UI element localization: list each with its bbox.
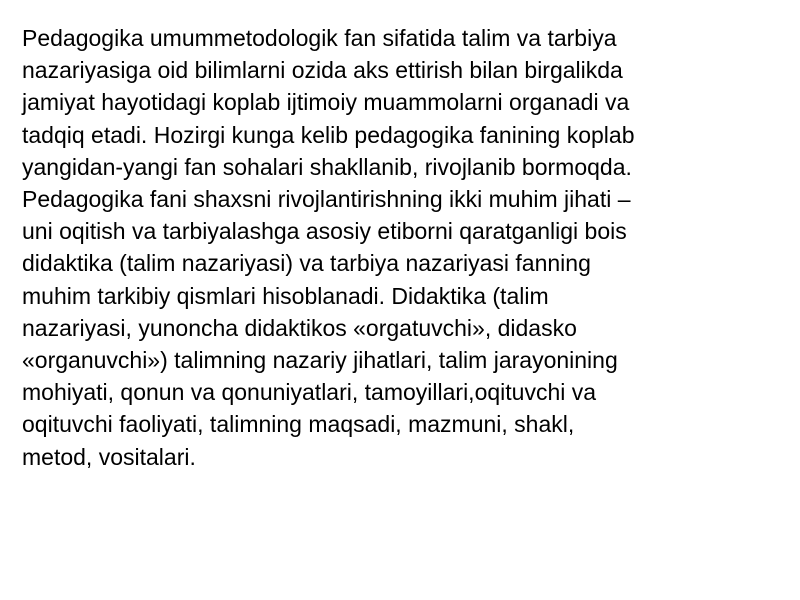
text-line: «organuvchi») talimning nazariy jihatlari, talim jarayonining: [22, 347, 618, 374]
text-line: Pedagogika umummetodologik fan sifatida talim va tarbiya: [22, 25, 617, 51]
text-line: didaktika (talim nazariyasi) va tarbiya nazariyasi fanning: [22, 250, 591, 277]
text-line: nazariyasiga oid bilimlarni ozida aks ettirish bilan birgalikda: [22, 57, 623, 84]
text-line: metod, vositalari.: [22, 443, 196, 470]
text-line: jamiyat hayotidagi koplab ijtimoiy muammolarni organadi va: [22, 89, 630, 116]
text-line: yangidan-yangi fan sohalari shakllanib, rivojlanib bormoqda.: [22, 153, 632, 180]
text-line: Pedagogika fani shaxsni rivojlantirishning ikki muhim jihati –: [22, 186, 631, 213]
text-line: nazariyasi, yunoncha didaktikos «orgatuvchi», didasko: [22, 314, 577, 341]
text-line: mohiyati, qonun va qonuniyatlari, tamoyillari,oqituvchi va: [22, 379, 597, 406]
text-line: muhim tarkibiy qismlari hisoblanadi. Didaktika (talim: [22, 282, 549, 309]
body-paragraph: [22, 22, 792, 473]
text-line: oqituvchi faoliyati, talimning maqsadi, mazmuni, shakl,: [22, 411, 575, 438]
text-line: uni oqitish va tarbiyalashga asosiy etiborni qaratganligi bois: [22, 218, 627, 245]
text-line: tadqiq etadi. Hozirgi kunga kelib pedagogika fanining koplab: [22, 121, 635, 148]
